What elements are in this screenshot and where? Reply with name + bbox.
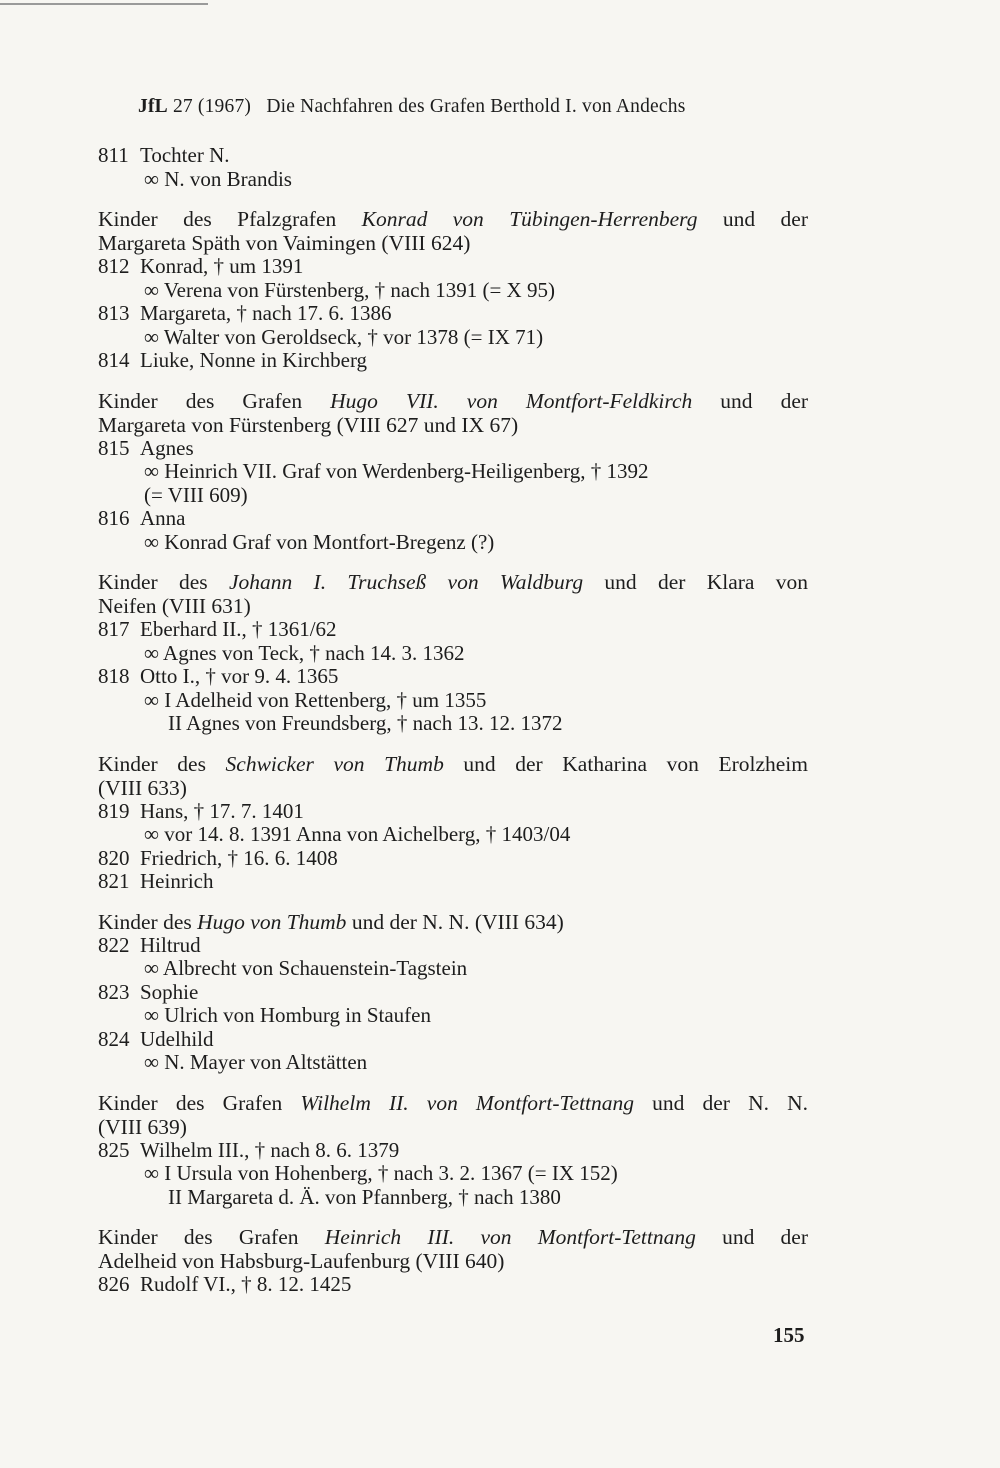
- group-intro-line: [98, 752, 808, 776]
- entry-row: [98, 507, 808, 531]
- group-intro-line: [98, 910, 808, 934]
- entry-text: Tochter N.: [140, 143, 230, 167]
- group-intro-line: [98, 231, 808, 255]
- scan-edge-line: [0, 3, 208, 5]
- family-group: [98, 1091, 808, 1210]
- group-intro-line: [98, 776, 808, 800]
- entry-text: Rudolf VI., † 8. 12. 1425: [140, 1272, 352, 1296]
- entry-number: 818: [98, 664, 130, 688]
- entry-text: Konrad, † um 1391: [140, 254, 304, 278]
- entry-number: 811: [98, 143, 129, 167]
- spouse-line: ∞ Agnes von Teck, † nach 14. 3. 1362: [144, 640, 465, 665]
- spouse-line: II Margareta d. Ä. von Pfannberg, † nach 1380: [168, 1184, 561, 1209]
- entry-row: [98, 302, 808, 326]
- parent-name: Hugo von Thumb: [197, 909, 347, 934]
- entry-row: [98, 255, 808, 279]
- spouse-line: (= VIII 609): [144, 482, 248, 507]
- spouse-line: ∞ Verena von Fürstenberg, † nach 1391 (= X 95): [144, 277, 555, 302]
- entry-row: [98, 1028, 808, 1052]
- family-group: [98, 1225, 808, 1297]
- entry-number: 821: [98, 869, 130, 893]
- family-group: [98, 752, 808, 894]
- entry-number: 824: [98, 1026, 130, 1051]
- entry-text: Eberhard II., † 1361/62: [140, 617, 337, 641]
- family-group: [98, 910, 808, 1075]
- entry-text: Udelhild: [140, 1026, 214, 1051]
- entry-row: [98, 1273, 808, 1297]
- intro-text: und der: [695, 1225, 809, 1249]
- entry-row: [98, 618, 808, 642]
- intro-text: (VIII 639): [98, 1114, 187, 1139]
- intro-text: Margareta Späth von Vaimingen (VIII 624): [98, 231, 471, 255]
- group-intro-line: [98, 1225, 808, 1249]
- family-group: [98, 570, 808, 736]
- entry-row: [98, 437, 808, 461]
- family-group: [98, 144, 808, 191]
- running-header: [138, 96, 686, 118]
- intro-text: Neifen (VIII 631): [98, 594, 251, 618]
- spouse-line: ∞ I Ursula von Hohenberg, † nach 3. 2. 1367 (= IX 152): [144, 1161, 618, 1185]
- entry-number: 812: [98, 254, 130, 278]
- spouse-line: ∞ Walter von Geroldseck, † vor 1378 (= IX 71): [144, 324, 544, 349]
- intro-text: Kinder des Grafen: [98, 1090, 301, 1115]
- entry-number: 825: [98, 1137, 130, 1162]
- parent-name: Heinrich III. von Montfort-Tettnang: [324, 1225, 696, 1249]
- parent-name: Schwicker von Thumb: [225, 751, 444, 776]
- intro-text: Kinder des: [98, 909, 198, 934]
- entry-row: [98, 144, 808, 168]
- journal-abbrev: JfL: [138, 96, 168, 117]
- intro-text: und der: [697, 207, 809, 231]
- intro-text: Margareta von Fürstenberg (VIII 627 und IX 67): [98, 412, 519, 437]
- intro-text: Kinder des: [98, 751, 226, 776]
- entry-number: 813: [98, 301, 130, 325]
- family-group: [98, 207, 808, 373]
- group-intro-line: [98, 207, 808, 231]
- intro-text: und der: [692, 388, 809, 413]
- spouse-line: ∞ vor 14. 8. 1391 Anna von Aichelberg, † 1403/04: [144, 822, 571, 846]
- intro-text: Kinder des Pfalzgrafen: [98, 207, 362, 231]
- entry-row: [98, 1139, 808, 1163]
- entry-number: 826: [98, 1272, 130, 1296]
- journal-volume: 27 (1967): [172, 96, 252, 117]
- entry-text: Sophie: [140, 979, 199, 1004]
- intro-text: und der Klara von: [583, 570, 808, 594]
- entry-text: Hiltrud: [140, 932, 201, 957]
- entry-row: [98, 665, 808, 689]
- parent-name: Hugo VII. von Montfort-Feldkirch: [330, 388, 693, 413]
- entry-number: 820: [98, 845, 130, 870]
- entry-row: [98, 800, 808, 824]
- entry-text: Liuke, Nonne in Kirchberg: [140, 348, 368, 372]
- entry-text: Margareta, † nach 17. 6. 1386: [140, 301, 392, 325]
- spouse-line: ∞ Ulrich von Homburg in Staufen: [144, 1003, 431, 1027]
- article-title: Die Nachfahren des Grafen Berthold I. von Andechs: [266, 96, 686, 117]
- intro-text: Kinder des: [98, 570, 229, 594]
- page-number: 155: [773, 1323, 805, 1347]
- intro-text: Kinder des Grafen: [98, 1225, 325, 1249]
- entry-text: Heinrich: [140, 869, 214, 893]
- entry-text: Friedrich, † 16. 6. 1408: [140, 845, 338, 870]
- intro-text: (VIII 633): [98, 775, 187, 800]
- group-intro-line: [98, 1115, 808, 1139]
- intro-text: Kinder des Grafen: [98, 388, 331, 413]
- intro-text: und der Katharina von Erolzheim: [443, 751, 808, 776]
- intro-text: und der N. N. (VIII 634): [346, 909, 564, 934]
- group-intro-line: [98, 1091, 808, 1115]
- intro-text: Adelheid von Habsburg-Laufenburg (VIII 640): [98, 1249, 505, 1273]
- spouse-line: ∞ Heinrich VII. Graf von Werdenberg-Heiligenberg, † 1392: [144, 459, 649, 483]
- group-intro-line: [98, 389, 808, 413]
- entry-row: [98, 349, 808, 373]
- entry-number: 817: [98, 617, 130, 641]
- parent-name: Johann I. Truchseß von Waldburg: [228, 570, 584, 594]
- entry-text: Otto I., † vor 9. 4. 1365: [140, 664, 339, 688]
- entry-row: [98, 847, 808, 871]
- entry-number: 819: [98, 798, 130, 823]
- spouse-line: ∞ Albrecht von Schauenstein-Tagstein: [144, 956, 468, 980]
- entry-text: Anna: [140, 506, 186, 530]
- spouse-line: ∞ I Adelheid von Rettenberg, † um 1355: [144, 687, 487, 712]
- entry-row: [98, 981, 808, 1005]
- entry-number: 822: [98, 932, 130, 957]
- group-intro-line: [98, 413, 808, 437]
- spouse-line: ∞ N. von Brandis: [144, 166, 292, 191]
- spouse-line: ∞ Konrad Graf von Montfort-Bregenz (?): [144, 529, 495, 554]
- entry-row: [98, 870, 808, 894]
- group-intro-line: [98, 1249, 808, 1273]
- genealogy-list: [98, 144, 808, 1313]
- entry-number: 815: [98, 435, 130, 460]
- parent-name: Konrad von Tübingen-Herrenberg: [361, 207, 698, 231]
- entry-text: Wilhelm III., † nach 8. 6. 1379: [140, 1137, 400, 1162]
- entry-number: 816: [98, 506, 130, 530]
- entry-row: [98, 934, 808, 958]
- intro-text: und der N. N.: [634, 1090, 808, 1115]
- entry-number: 814: [98, 348, 130, 372]
- spouse-line: ∞ N. Mayer von Altstätten: [144, 1050, 368, 1074]
- parent-name: Wilhelm II. von Montfort-Tettnang: [300, 1090, 635, 1115]
- group-intro-line: [98, 594, 808, 618]
- entry-text: Agnes: [140, 435, 194, 460]
- spouse-line: II Agnes von Freundsberg, † nach 13. 12. 1372: [168, 711, 563, 735]
- family-group: [98, 389, 808, 555]
- entry-number: 823: [98, 979, 130, 1004]
- entry-text: Hans, † 17. 7. 1401: [140, 798, 304, 823]
- group-intro-line: [98, 570, 808, 594]
